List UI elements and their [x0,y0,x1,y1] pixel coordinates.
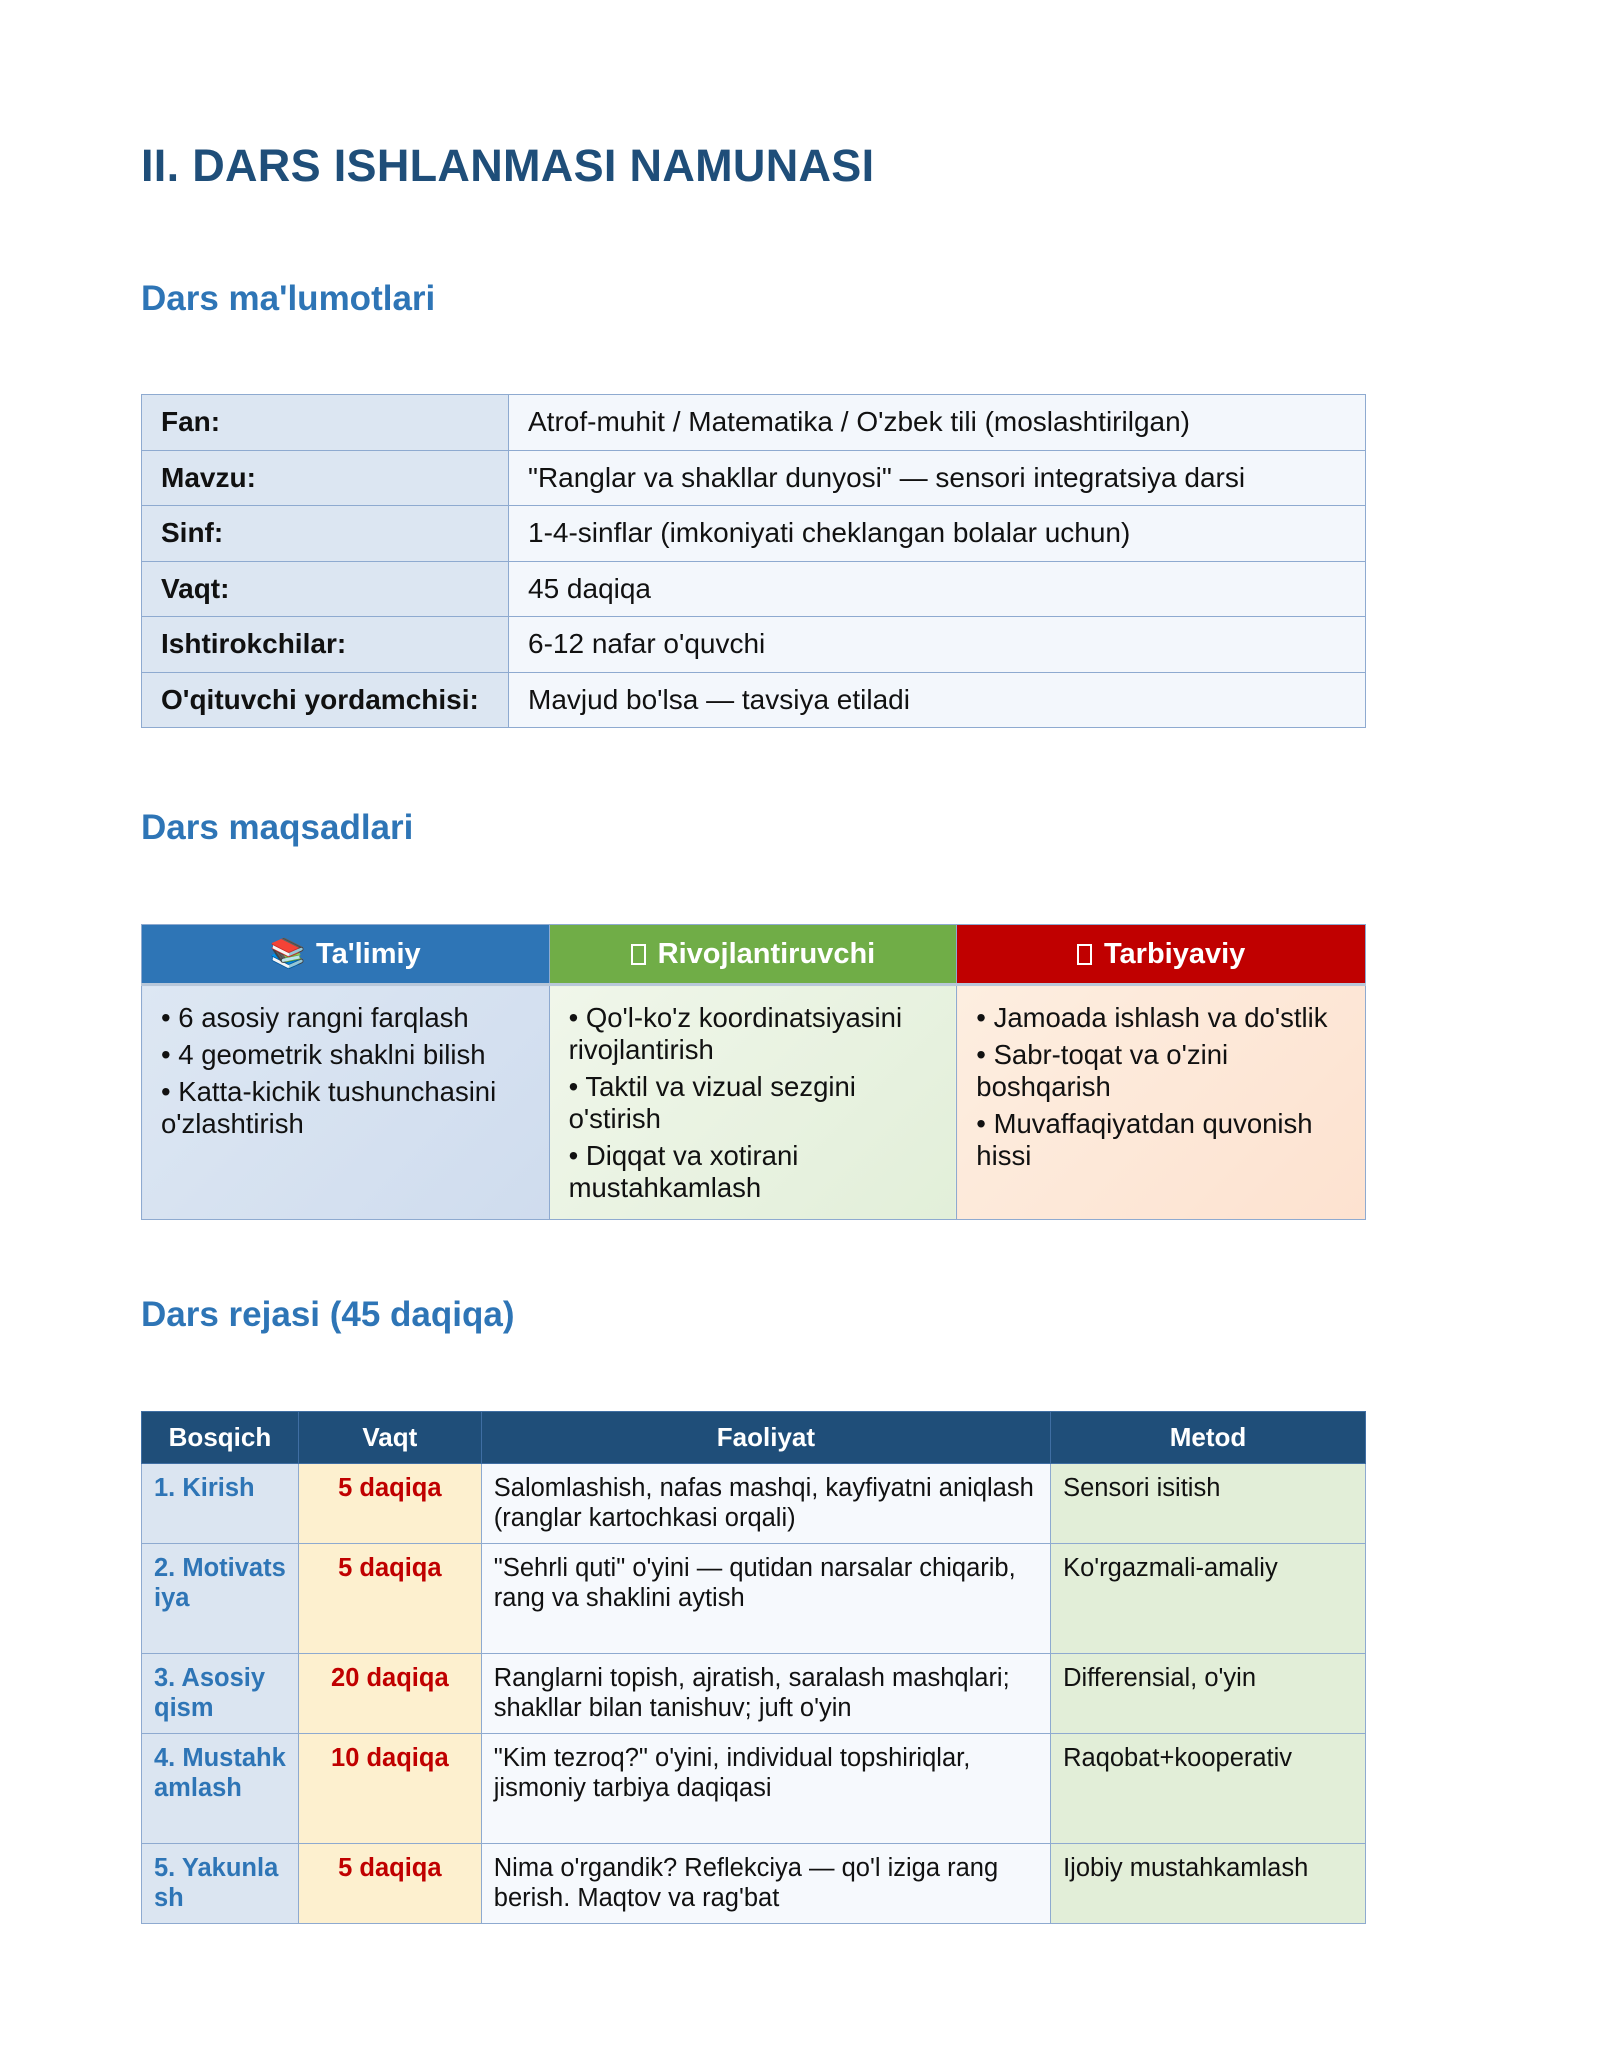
plan-method: Ko'rgazmali-amaliy [1051,1544,1366,1654]
list-item: • Sabr-toqat va o'zini boshqarish [976,1039,1229,1102]
info-key: Sinf: [142,506,509,562]
plan-section-heading: Dars rejasi (45 daqiqa) [141,1295,515,1334]
info-section-heading: Dars ma'lumotlari [141,279,436,318]
goal-cell-talimiy [142,985,550,1220]
plan-stage: 2. Motivatsiya [142,1544,299,1654]
info-value: 45 daqiqa [509,561,1366,617]
plan-header-method: Metod [1051,1412,1366,1464]
table-row [142,1734,1366,1844]
info-key: Vaqt: [142,561,509,617]
table-row [142,672,1366,728]
info-value: "Ranglar va shakllar dunyosi" — sensori integratsiya darsi [509,450,1366,506]
plan-header-stage: Bosqich [142,1412,299,1464]
info-value: Mavjud bo'lsa — tavsiya etiladi [509,672,1366,728]
table-row [142,985,1366,1220]
info-key: O'qituvchi yordamchisi: [142,672,509,728]
plan-activity: Nima o'rgandik? Reflekciya — qo'l iziga rang berish. Maqtov va rag'bat [481,1844,1050,1924]
plan-time: 5 daqiqa [298,1464,481,1544]
info-value: 1-4-sinflar (imkoniyati cheklangan bolalar uchun) [509,506,1366,562]
table-row [142,450,1366,506]
plan-header-activity: Faoliyat [481,1412,1050,1464]
table-row [142,1464,1366,1544]
list-item: • Katta-kichik tushunchasini o'zlashtirish [161,1076,497,1139]
books-icon: 📚 [269,938,307,970]
goal-cell-tarbiyaviy [957,985,1366,1220]
table-row [142,617,1366,673]
plan-activity: Ranglarni topish, ajratish, saralash mashqlari; shakllar bilan tanishuv; juft o'yin [481,1654,1050,1734]
table-row [142,506,1366,562]
goal-header-label: Tarbiyaviy [1103,937,1246,970]
plan-stage: 5. Yakunlash [142,1844,299,1924]
missing-glyph-icon [631,944,646,965]
plan-stage: 4. Mustahkamlash [142,1734,299,1844]
table-row [142,395,1366,451]
list-item: • Muvaffaqiyatdan quvonish hissi [976,1108,1313,1171]
table-row [142,1654,1366,1734]
plan-stage: 1. Kirish [142,1464,299,1544]
table-row [142,1844,1366,1924]
list-item: • 4 geometrik shaklni bilish [161,1039,486,1070]
info-value: Atrof-muhit / Matematika / O'zbek tili (moslashtirilgan) [509,395,1366,451]
list-item: • Diqqat va xotirani mustahkamlash [568,1140,799,1203]
goals-section-heading: Dars maqsadlari [141,808,414,847]
table-row [142,561,1366,617]
list-item: • Taktil va vizual sezgini o'stirish [568,1071,856,1134]
lesson-info-table [141,394,1366,728]
plan-activity: "Kim tezroq?" o'yini, individual topshiriqlar, jismoniy tarbiya daqiqasi [481,1734,1050,1844]
plan-method: Differensial, o'yin [1051,1654,1366,1734]
plan-activity: Salomlashish, nafas mashqi, kayfiyatni aniqlash (ranglar kartochkasi orqali) [481,1464,1050,1544]
goal-header-rivojlantiruvchi [549,925,957,985]
lesson-goals-table [141,924,1366,1220]
page-title: II. DARS ISHLANMASI NAMUNASI [141,140,875,191]
plan-stage: 3. Asosiy qism [142,1654,299,1734]
plan-header-time: Vaqt [298,1412,481,1464]
missing-glyph-icon [1077,944,1092,965]
plan-activity: "Sehrli quti" o'yini — qutidan narsalar chiqarib, rang va shaklini aytish [481,1544,1050,1654]
lesson-plan-table [141,1411,1366,1924]
plan-method: Ijobiy mustahkamlash [1051,1844,1366,1924]
plan-time: 5 daqiqa [298,1544,481,1654]
info-value: 6-12 nafar o'quvchi [509,617,1366,673]
goal-cell-rivojlantiruvchi [549,985,957,1220]
goal-header-label: Ta'limiy [316,938,421,970]
plan-method: Raqobat+kooperativ [1051,1734,1366,1844]
goal-header-tarbiyaviy [957,925,1366,985]
list-item: • Qo'l-ko'z koordinatsiyasini rivojlantirish [568,1002,903,1065]
plan-method: Sensori isitish [1051,1464,1366,1544]
list-item: • Jamoada ishlash va do'stlik [976,1002,1328,1033]
plan-time: 10 daqiqa [298,1734,481,1844]
info-key: Ishtirokchilar: [142,617,509,673]
info-key: Fan: [142,395,509,451]
info-key: Mavzu: [142,450,509,506]
plan-time: 20 daqiqa [298,1654,481,1734]
plan-time: 5 daqiqa [298,1844,481,1924]
list-item: • 6 asosiy rangni farqlash [161,1002,469,1033]
table-row [142,1544,1366,1654]
goal-header-talimiy [142,925,550,985]
goal-header-label: Rivojlantiruvchi [657,937,876,970]
